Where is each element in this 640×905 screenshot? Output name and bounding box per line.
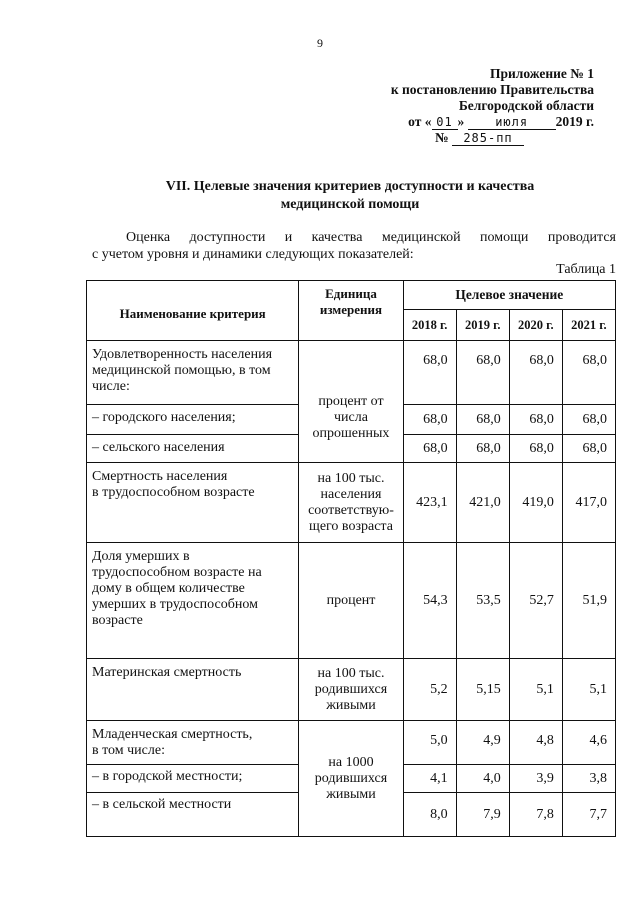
intro-paragraph	[92, 229, 616, 263]
criterion-unit	[299, 341, 403, 463]
criterion-name-line: Удовлетворенность населения	[92, 347, 273, 362]
unit-line: опрошенных	[312, 425, 390, 441]
value-cell: 7,7	[562, 793, 615, 837]
unit-line: родившихся	[314, 770, 388, 786]
appendix-date-line	[354, 114, 594, 130]
criterion-name-line: умерших в трудоспособном	[92, 597, 258, 612]
value-cell: 53,5	[456, 543, 509, 659]
value-cell: 4,6	[562, 721, 615, 765]
header-unit-line2: измерения	[319, 302, 383, 317]
header-year-2021: 2021 г.	[562, 310, 615, 341]
date-year: 2019 г.	[555, 114, 594, 129]
header-year-2020: 2020 г.	[509, 310, 562, 341]
criterion-subitem: – в городской местности;	[87, 765, 299, 793]
table-row	[87, 543, 616, 659]
criterion-name-line: возрасте	[92, 613, 143, 628]
value-cell: 4,8	[509, 721, 562, 765]
value-cell: 68,0	[403, 405, 456, 435]
number-prefix: №	[435, 130, 449, 145]
section-title-line1: VII. Целевые значения критериев доступности и качества	[165, 179, 535, 194]
table-label: Таблица 1	[556, 262, 616, 277]
date-separator: »	[457, 114, 468, 129]
resolution-number: 285-пп	[452, 131, 524, 146]
date-prefix: от «	[408, 114, 432, 129]
value-cell: 4,0	[456, 765, 509, 793]
unit-line: на 100 тыс.	[317, 470, 385, 486]
unit-line: населения	[320, 486, 382, 502]
value-cell: 5,1	[509, 659, 562, 721]
value-cell: 68,0	[456, 405, 509, 435]
criterion-name-line: дому в общем количестве	[92, 581, 245, 596]
unit-line: щего возраста	[309, 518, 393, 534]
section-title-line2: медицинской помощи	[280, 197, 420, 212]
value-cell: 3,9	[509, 765, 562, 793]
value-cell: 68,0	[403, 435, 456, 463]
value-cell: 68,0	[509, 435, 562, 463]
value-cell: 423,1	[403, 463, 456, 543]
criterion-unit	[299, 543, 403, 659]
appendix-line-resolution: к постановлению Правительства	[390, 82, 594, 97]
value-cell: 68,0	[509, 405, 562, 435]
appendix-title: Приложение № 1	[490, 66, 594, 81]
header-year-2019: 2019 г.	[456, 310, 509, 341]
header-unit-line1: Единица	[325, 286, 377, 301]
unit-line: соответствую-	[308, 502, 394, 518]
unit-line: на 1000	[328, 754, 374, 770]
criterion-unit	[299, 463, 403, 543]
value-cell: 7,8	[509, 793, 562, 837]
value-cell: 3,8	[562, 765, 615, 793]
header-year-2018: 2018 г.	[403, 310, 456, 341]
criterion-name-line: медицинской помощью, в том	[92, 363, 271, 378]
page-number: 9	[317, 36, 323, 50]
table-row	[87, 463, 616, 543]
unit-line: на 100 тыс.	[317, 665, 385, 681]
criterion-name-line: Доля умерших в	[92, 549, 190, 564]
criterion-subitem: – в сельской местности	[87, 793, 299, 837]
value-cell: 4,1	[403, 765, 456, 793]
criterion-name	[87, 543, 299, 659]
value-cell: 5,15	[456, 659, 509, 721]
unit-line: родившихся	[314, 681, 388, 697]
value-cell: 5,1	[562, 659, 615, 721]
value-cell: 68,0	[562, 405, 615, 435]
criteria-table	[86, 280, 616, 837]
table-row	[87, 341, 616, 405]
unit-line: процент от	[318, 393, 384, 409]
date-day: 01	[432, 115, 458, 130]
value-cell: 8,0	[403, 793, 456, 837]
criterion-name-line: в трудоспособном возрасте	[92, 485, 255, 500]
criterion-subitem: – городского населения;	[87, 405, 299, 435]
value-cell: 68,0	[562, 435, 615, 463]
criterion-name	[87, 463, 299, 543]
header-criterion-name: Наименование критерия	[87, 281, 299, 341]
criterion-name	[87, 721, 299, 765]
value-cell: 68,0	[403, 341, 456, 405]
criterion-name-line: Смертность населения	[92, 469, 228, 484]
criterion-unit	[299, 721, 403, 837]
value-cell: 68,0	[562, 341, 615, 405]
unit-line: живыми	[326, 697, 376, 713]
unit-line: процент	[326, 592, 376, 608]
appendix-header	[354, 66, 594, 146]
table-row	[87, 721, 616, 765]
value-cell: 421,0	[456, 463, 509, 543]
appendix-number-line	[354, 130, 524, 146]
date-month: июля	[468, 115, 556, 130]
section-title	[80, 178, 620, 214]
value-cell: 54,3	[403, 543, 456, 659]
criterion-subitem: – сельского населения	[87, 435, 299, 463]
unit-line: числа	[334, 409, 368, 425]
value-cell: 417,0	[562, 463, 615, 543]
value-cell: 52,7	[509, 543, 562, 659]
appendix-line-region: Белгородской области	[458, 98, 594, 113]
criterion-unit	[299, 659, 403, 721]
value-cell: 51,9	[562, 543, 615, 659]
value-cell: 5,2	[403, 659, 456, 721]
header-unit	[299, 281, 403, 341]
value-cell: 68,0	[509, 341, 562, 405]
criterion-name-line: трудоспособном возрасте на	[92, 565, 262, 580]
value-cell: 7,9	[456, 793, 509, 837]
table-row	[87, 659, 616, 721]
intro-line2: с учетом уровня и динамики следующих показателей:	[92, 247, 414, 262]
criterion-name	[87, 341, 299, 405]
value-cell: 4,9	[456, 721, 509, 765]
criterion-name	[87, 659, 299, 721]
value-cell: 419,0	[509, 463, 562, 543]
criterion-name-line: числе:	[92, 379, 130, 394]
intro-line1: Оценка доступности и качества медицинской помощи проводится	[126, 230, 616, 245]
value-cell: 5,0	[403, 721, 456, 765]
value-cell: 68,0	[456, 435, 509, 463]
unit-line: живыми	[326, 786, 376, 802]
criterion-name-line: в том числе:	[92, 743, 165, 758]
criterion-name-line: Материнская смертность	[92, 665, 242, 680]
header-target-value: Целевое значение	[403, 281, 615, 310]
criterion-name-line: Младенческая смертность,	[92, 727, 253, 742]
value-cell: 68,0	[456, 341, 509, 405]
